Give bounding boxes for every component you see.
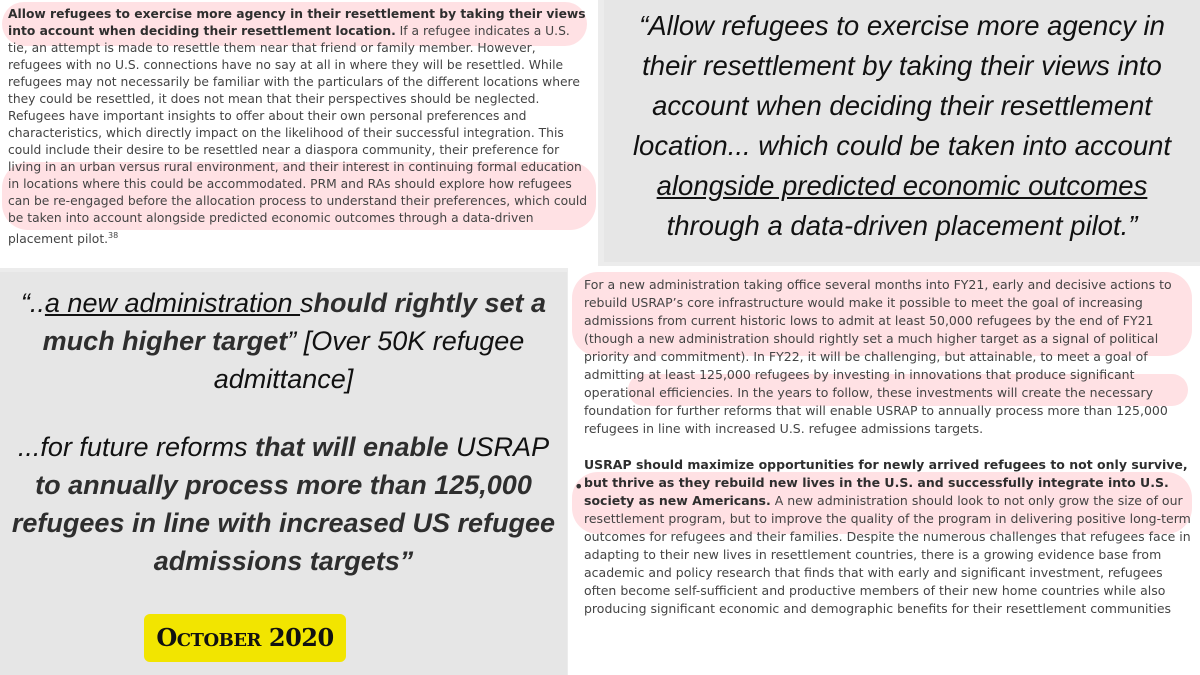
bullet-marker: • <box>574 477 584 496</box>
date-badge <box>144 614 346 662</box>
quote-bottom-left-first <box>4 284 563 398</box>
quote-bottom-left-panel <box>0 272 567 675</box>
quote-lead-reforms: ...for future reforms <box>17 432 255 462</box>
quote-close-admittance: ” [Over 50K refugee admittance] <box>213 326 525 394</box>
excerpt-top-body: If a refugee indicates a U.S. tie, an attempt is made to resettle them near that friend or family member. However, refugees with no U.S. connections have no say at all in where they will be resettled. While refugees may not necessarily be familiar with the particulars of the different locations where they could be resettled, it does not mean that their perspectives should be neglected. Refugees have important insights to offer about their own personal preferences and characteristics, which directly impact on the likelihood of their successful integration. This could include their desire to be resettled near a diaspora community, their preference for living in an urban versus rural environment, and their interest in continuing formal education in locations where this could be accommodated. PRM and RAs should explore how refugees can be re-engaged before the allocation process to understand their preferences, which could be taken into account alongside predicted economic outcomes through a data-driven placement pilot. <box>8 24 588 247</box>
footnote-marker: 38 <box>108 231 119 240</box>
quote-top-right-part2: through a data-driven placement pilot.” <box>666 210 1138 241</box>
quote-top-right-part1: “Allow refugees to exercise more agency in their resettlement by taking their views into account when deciding their resettlement location... which could be taken into account <box>632 10 1172 161</box>
excerpt-bottom-para2 <box>584 456 1192 618</box>
quote-bold-process: to annually process more than 125,000 refugees in line with increased US refugee admissions targets” <box>11 470 556 576</box>
quote-top-right-text <box>612 6 1192 246</box>
quote-bold-higher-target: hould rightly set a much higher target <box>42 288 547 356</box>
quote-bottom-left-second <box>4 428 563 580</box>
quote-top-right-underlined: alongside predicted economic outcomes <box>656 170 1148 201</box>
quote-open: “.. <box>20 288 45 318</box>
date-badge-o: O <box>156 623 177 652</box>
date-badge-month: CTOBER <box>176 630 262 651</box>
excerpt-top-text <box>8 6 590 248</box>
quote-bold-enable: that will enable <box>255 432 449 462</box>
quote-top-right-panel <box>604 0 1200 262</box>
date-badge-year: 2020 <box>261 623 334 652</box>
excerpt-bottom-panel <box>568 266 1200 675</box>
excerpt-bottom-para2-body: A new administration should look to not only grow the size of our resettlement program, but to improve the quality of the program in delivering positive long-term outcomes for refugees and their families. Despite the numerous challenges that refugees face in adapting to their new lives in resettlement countries, there is a growing evidence base from academic and policy research that finds that with early and significant investment, refugees often become self-sufficient and productive members of their new home countries while also producing significant economic and demographic benefits for their resettlement communities <box>584 493 1191 616</box>
excerpt-bottom-para1: For a new administration taking office several months into FY21, early and decisive actions to rebuild USRAP’s core infrastructure would make it possible to meet the goal of increasing admissions from current historic lows to admit at least 50,000 refugees by the end of FY21 (though a new administration should rightly set a much higher target as a signal of political priority and commitment). In FY22, it will be challenging, but attainable, to meet a goal of admitting at least 125,000 refugees by investing in innovations that produce significant operational efficiencies. In the years to follow, these investments will create the necessary foundation for further reforms that will enable USRAP to annually process more than 125,000 refugees in line with increased U.S. refugee admissions targets. <box>584 277 1172 436</box>
excerpt-top-panel <box>0 0 598 268</box>
excerpt-bottom-para2-bold: USRAP should maximize opportunities for newly arrived refugees to not only survive, but thrive as they rebuild new lives in the U.S. and successfully integrate into U.S. society as new Americans. <box>584 457 1188 508</box>
quote-mid-usrap: USRAP <box>448 432 550 462</box>
excerpt-top-bold-lead: Allow refugees to exercise more agency in their resettlement by taking their views into account when deciding their resettlement location. <box>8 7 586 38</box>
quote-plain-s: s <box>300 288 314 318</box>
quote-underlined-admin: a new administration <box>44 288 301 318</box>
